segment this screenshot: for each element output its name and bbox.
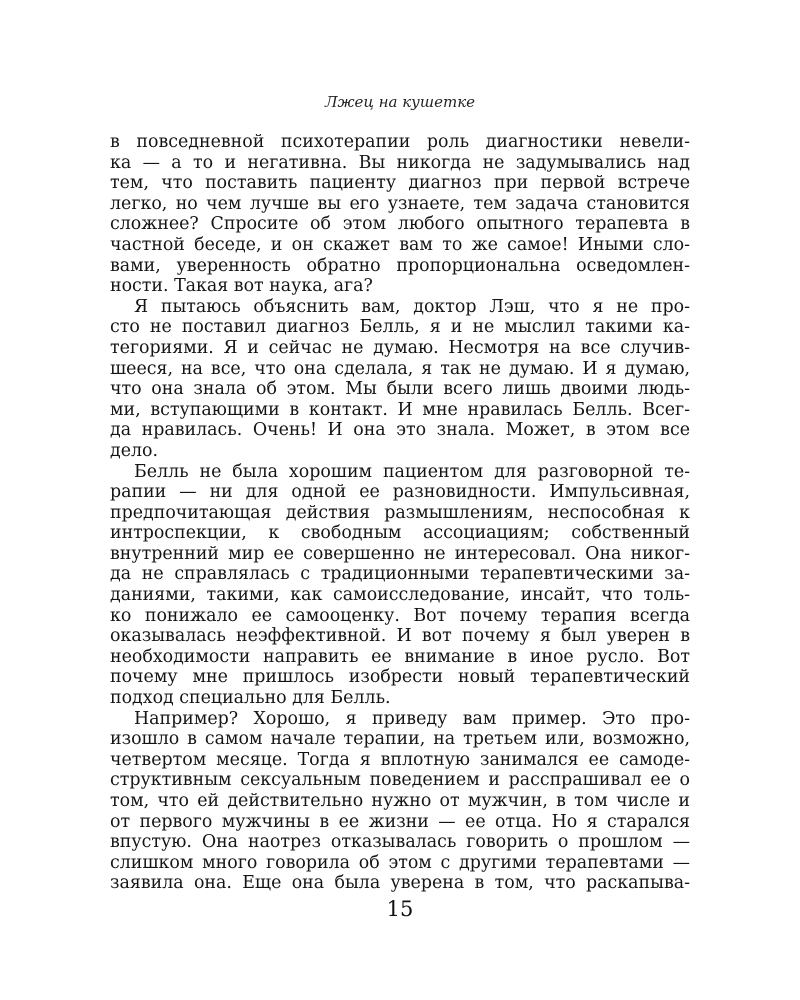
text-line: изошло в самом начале терапии, на третьем или, возможно, (110, 729, 690, 750)
text-line: оказывалась неэффективной. И вот почему я был уверен в (110, 626, 690, 647)
text-line: да нравилась. Очень! И она это знала. Может, в этом все (110, 420, 690, 441)
text-line: ности. Такая вот наука, ага? (110, 276, 373, 297)
text-line: слишком много говорила об этом с другими терапевтами — (110, 852, 690, 873)
text-line: заявила она. Еще она была уверена в том, что раскапыва- (110, 873, 690, 894)
text-line: структивным сексуальным поведением и расспрашивал ее о (110, 770, 690, 791)
text-line: подход специально для Белль. (110, 688, 391, 709)
text-line: том, что ей действительно нужно от мужчин, в том числе и (110, 791, 690, 811)
text-line: легко, но чем лучше вы его узнаете, тем задача становится (110, 193, 690, 214)
text-line: внутренний мир ее совершенно не интересовал. Она никог- (110, 543, 690, 564)
text-line: частной беседе, и он скажет вам то же самое! Иными сло- (110, 234, 690, 255)
text-line: тегориями. Я и сейчас не думаю. Несмотря на все случив- (110, 337, 690, 358)
text-line: от первого мужчины в ее жизни — ее отца. Но я старался (110, 811, 690, 832)
text-line: что она знала об этом. Мы были всего лишь двоими людь- (110, 379, 690, 400)
text-line: интроспекции, к свободным ассоциациям; собственный (110, 523, 690, 544)
text-line: рапии — ни для одной ее разновидности. Импульсивная, (110, 482, 690, 503)
text-line: сто не поставил диагноз Белль, я и не мыслил такими ка- (110, 317, 690, 338)
text-line: необходимости направить ее внимание в иное русло. Вот (110, 646, 690, 667)
text-line: шееся, на все, что она сделала, я так не думаю. И я думаю, (110, 358, 690, 379)
text-line: сложнее? Спросите об этом любого опытного терапевта в (110, 214, 690, 235)
paragraph-first-line: Например? Хорошо, я приведу вам пример. Это про- (134, 708, 690, 729)
text-line: ми, вступающими в контакт. И мне нравилась Белль. Всег- (110, 399, 690, 420)
text-line: почему мне пришлось изобрести новый терапевтический (110, 667, 690, 688)
text-line: даниями, такими, как самоисследование, инсайт, что толь- (110, 585, 690, 606)
paragraph-first-line: Белль не была хорошим пациентом для разговорной те- (134, 461, 690, 482)
text-line: тем, что поставить пациенту диагноз при первой встрече (110, 173, 690, 194)
text-line: ка — а то и негативна. Вы никогда не задумывались над (110, 152, 690, 173)
page-number: 15 (386, 897, 414, 921)
text-line: в повседневной психотерапии роль диагностики невели- (110, 132, 690, 152)
text-line: дело. (110, 440, 159, 461)
running-head: Лжец на кушетке (324, 93, 476, 111)
text-line: ко понижало ее самооценку. Вот почему терапия всегда (110, 605, 690, 626)
paragraph-first-line: Я пытаюсь объяснить вам, доктор Лэш, что я не про- (134, 296, 690, 317)
text-line: да не справлялась с традиционными терапевтическими за- (110, 564, 690, 585)
body-text (110, 132, 690, 894)
text-line: предпочитающая действия размышлениям, неспособная к (110, 502, 690, 523)
text-line: четвертом месяце. Тогда я вплотную занимался ее самоде- (110, 749, 690, 770)
text-line: впустую. Она наотрез отказывалась говорить о прошлом — (110, 832, 690, 853)
text-line: вами, уверенность обратно пропорциональна осведомлен- (110, 255, 690, 276)
